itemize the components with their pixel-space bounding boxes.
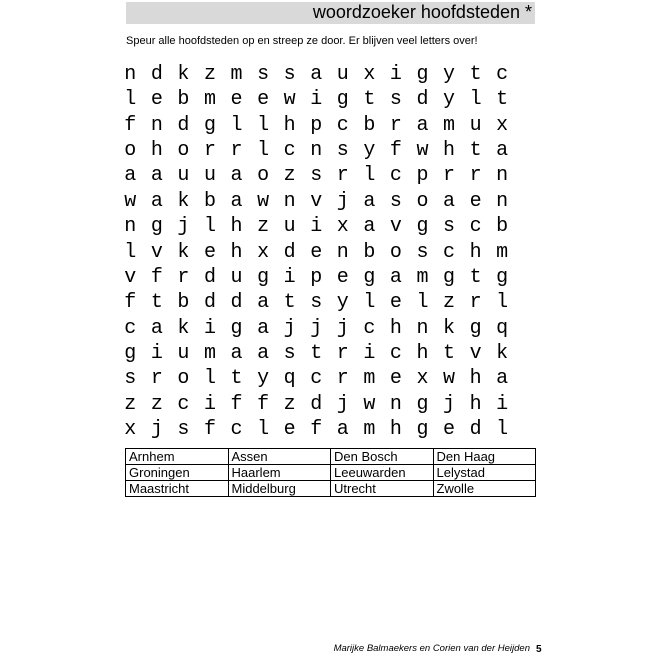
grid-letter[interactable]: t: [363, 88, 376, 112]
grid-letter[interactable]: h: [283, 113, 296, 137]
grid-letter[interactable]: a: [310, 63, 323, 86]
grid-letter[interactable]: v: [150, 240, 163, 264]
grid-letter[interactable]: l: [496, 291, 509, 315]
grid-letter[interactable]: x: [336, 215, 349, 239]
grid-letter[interactable]: y: [257, 367, 270, 391]
grid-letter[interactable]: m: [416, 265, 429, 289]
grid-letter[interactable]: m: [443, 113, 456, 137]
grid-letter[interactable]: l: [203, 367, 216, 391]
grid-letter[interactable]: h: [150, 139, 163, 163]
grid-letter[interactable]: j: [336, 316, 349, 340]
grid-letter[interactable]: f: [257, 392, 270, 416]
grid-letter[interactable]: w: [416, 139, 429, 163]
grid-letter[interactable]: d: [203, 265, 216, 289]
word-list-table: [125, 448, 536, 497]
word-list-item: Leeuwarden: [331, 465, 434, 481]
grid-letter[interactable]: u: [336, 63, 349, 86]
grid-letter[interactable]: d: [150, 63, 163, 86]
grid-letter[interactable]: z: [283, 164, 296, 188]
grid-letter[interactable]: s: [416, 240, 429, 264]
grid-letter[interactable]: e: [389, 291, 402, 315]
grid-letter[interactable]: i: [310, 88, 323, 112]
grid-letter[interactable]: q: [496, 316, 509, 340]
grid-letter[interactable]: p: [310, 265, 323, 289]
grid-letter[interactable]: a: [363, 189, 376, 213]
grid-letter[interactable]: g: [257, 265, 270, 289]
grid-letter[interactable]: m: [230, 63, 243, 86]
word-list-row: [126, 481, 536, 497]
grid-letter[interactable]: u: [177, 341, 190, 365]
grid-letter[interactable]: t: [310, 341, 323, 365]
word-list-row: [126, 465, 536, 481]
word-list-item: Arnhem: [126, 449, 229, 465]
grid-letter[interactable]: c: [389, 341, 402, 365]
word-list-item: Groningen: [126, 465, 229, 481]
grid-letter[interactable]: e: [336, 265, 349, 289]
grid-letter[interactable]: l: [416, 291, 429, 315]
grid-letter[interactable]: h: [469, 240, 482, 264]
grid-letter[interactable]: n: [389, 392, 402, 416]
grid-letter[interactable]: j: [150, 418, 163, 442]
grid-letter[interactable]: a: [150, 164, 163, 188]
grid-letter[interactable]: n: [283, 189, 296, 213]
grid-letter[interactable]: v: [389, 215, 402, 239]
grid-letter[interactable]: g: [124, 341, 137, 365]
grid-letter[interactable]: a: [389, 265, 402, 289]
grid-letter[interactable]: n: [124, 63, 137, 86]
grid-letter[interactable]: h: [469, 367, 482, 391]
grid-letter[interactable]: m: [203, 88, 216, 112]
grid-letter[interactable]: c: [443, 240, 456, 264]
grid-letter[interactable]: s: [124, 367, 137, 391]
grid-letter[interactable]: s: [336, 139, 349, 163]
grid-letter[interactable]: f: [203, 418, 216, 442]
grid-letter[interactable]: l: [203, 215, 216, 239]
grid-letter[interactable]: b: [363, 113, 376, 137]
grid-letter[interactable]: i: [203, 316, 216, 340]
grid-letter[interactable]: l: [496, 418, 509, 442]
grid-letter[interactable]: c: [283, 139, 296, 163]
grid-letter[interactable]: i: [389, 63, 402, 86]
grid-letter[interactable]: j: [310, 316, 323, 340]
grid-letter[interactable]: j: [283, 316, 296, 340]
grid-letter[interactable]: h: [230, 215, 243, 239]
grid-letter[interactable]: x: [124, 418, 137, 442]
grid-letter[interactable]: i: [203, 392, 216, 416]
grid-letter[interactable]: b: [363, 240, 376, 264]
grid-letter[interactable]: f: [230, 392, 243, 416]
grid-letter[interactable]: t: [150, 291, 163, 315]
grid-letter[interactable]: e: [257, 88, 270, 112]
word-list-item: Zwolle: [433, 481, 536, 497]
grid-letter[interactable]: q: [283, 367, 296, 391]
grid-letter[interactable]: o: [416, 189, 429, 213]
grid-letter[interactable]: r: [443, 164, 456, 188]
grid-letter[interactable]: j: [443, 392, 456, 416]
grid-letter[interactable]: w: [283, 88, 296, 112]
grid-letter[interactable]: k: [177, 189, 190, 213]
grid-letter[interactable]: a: [257, 316, 270, 340]
title-bar: [126, 2, 535, 24]
grid-letter[interactable]: s: [283, 63, 296, 86]
grid-letter[interactable]: t: [283, 291, 296, 315]
grid-letter[interactable]: w: [363, 392, 376, 416]
grid-letter[interactable]: l: [469, 88, 482, 112]
grid-letter[interactable]: c: [496, 63, 509, 86]
grid-letter[interactable]: l: [257, 113, 270, 137]
grid-letter[interactable]: t: [496, 88, 509, 112]
grid-letter[interactable]: a: [416, 113, 429, 137]
grid-letter[interactable]: w: [124, 189, 137, 213]
grid-letter[interactable]: k: [443, 316, 456, 340]
grid-letter[interactable]: e: [230, 88, 243, 112]
grid-letter[interactable]: z: [283, 392, 296, 416]
grid-letter[interactable]: u: [177, 164, 190, 188]
instruction-text: Speur alle hoofdsteden op en streep ze door. Er blijven veel letters over!: [126, 35, 478, 47]
grid-letter[interactable]: a: [230, 164, 243, 188]
grid-letter[interactable]: o: [124, 139, 137, 163]
grid-letter[interactable]: g: [496, 265, 509, 289]
footer-authors: Marijke Balmaekers en Corien van der Heijden: [333, 643, 530, 654]
word-list-row: [126, 449, 536, 465]
grid-letter[interactable]: m: [363, 367, 376, 391]
grid-letter[interactable]: v: [310, 189, 323, 213]
grid-letter[interactable]: n: [150, 113, 163, 137]
grid-letter[interactable]: d: [310, 392, 323, 416]
grid-letter[interactable]: r: [336, 341, 349, 365]
grid-letter[interactable]: a: [150, 189, 163, 213]
grid-letter[interactable]: n: [496, 189, 509, 213]
grid-letter[interactable]: a: [230, 189, 243, 213]
grid-letter[interactable]: x: [257, 240, 270, 264]
grid-letter[interactable]: r: [230, 139, 243, 163]
grid-letter[interactable]: z: [443, 291, 456, 315]
grid-letter[interactable]: d: [469, 418, 482, 442]
grid-letter[interactable]: r: [389, 113, 402, 137]
grid-letter[interactable]: k: [177, 240, 190, 264]
grid-letter[interactable]: v: [469, 341, 482, 365]
grid-letter[interactable]: i: [150, 341, 163, 365]
grid-letter[interactable]: o: [177, 139, 190, 163]
grid-letter[interactable]: a: [496, 367, 509, 391]
grid-letter[interactable]: t: [443, 341, 456, 365]
word-list-item: Den Haag: [433, 449, 536, 465]
grid-letter[interactable]: c: [469, 215, 482, 239]
grid-letter[interactable]: s: [177, 418, 190, 442]
grid-letter[interactable]: a: [150, 316, 163, 340]
word-list-item: Utrecht: [331, 481, 434, 497]
grid-letter[interactable]: c: [389, 164, 402, 188]
grid-letter[interactable]: g: [416, 215, 429, 239]
grid-letter[interactable]: z: [257, 215, 270, 239]
grid-letter[interactable]: v: [124, 265, 137, 289]
grid-letter[interactable]: n: [124, 215, 137, 239]
grid-letter[interactable]: f: [310, 418, 323, 442]
grid-letter[interactable]: g: [416, 392, 429, 416]
grid-letter[interactable]: a: [443, 189, 456, 213]
grid-letter[interactable]: t: [469, 63, 482, 86]
grid-letter[interactable]: r: [336, 367, 349, 391]
grid-letter[interactable]: i: [496, 392, 509, 416]
page-title: woordzoeker hoofdsteden *: [312, 2, 532, 22]
grid-letter[interactable]: t: [469, 265, 482, 289]
grid-letter[interactable]: b: [496, 215, 509, 239]
word-list-item: Maastricht: [126, 481, 229, 497]
grid-letter[interactable]: o: [389, 240, 402, 264]
grid-letter[interactable]: b: [203, 189, 216, 213]
grid-letter[interactable]: i: [310, 215, 323, 239]
grid-letter[interactable]: c: [363, 316, 376, 340]
grid-letter[interactable]: e: [310, 240, 323, 264]
grid-letter[interactable]: h: [443, 139, 456, 163]
grid-letter[interactable]: h: [389, 418, 402, 442]
grid-letter[interactable]: f: [124, 291, 137, 315]
grid-letter[interactable]: g: [230, 316, 243, 340]
grid-letter[interactable]: s: [443, 215, 456, 239]
grid-letter[interactable]: l: [363, 291, 376, 315]
grid-letter[interactable]: b: [177, 88, 190, 112]
grid-letter[interactable]: g: [336, 88, 349, 112]
grid-letter[interactable]: y: [363, 139, 376, 163]
grid-letter[interactable]: m: [496, 240, 509, 264]
grid-letter[interactable]: p: [416, 164, 429, 188]
grid-letter[interactable]: d: [203, 291, 216, 315]
grid-letter[interactable]: l: [124, 88, 137, 112]
grid-letter[interactable]: z: [124, 392, 137, 416]
grid-letter[interactable]: e: [469, 189, 482, 213]
grid-letter[interactable]: m: [203, 341, 216, 365]
grid-letter[interactable]: r: [150, 367, 163, 391]
grid-letter[interactable]: i: [363, 341, 376, 365]
grid-letter[interactable]: h: [469, 392, 482, 416]
grid-letter[interactable]: r: [469, 164, 482, 188]
grid-letter[interactable]: u: [203, 164, 216, 188]
grid-letter[interactable]: o: [257, 164, 270, 188]
grid-letter[interactable]: h: [389, 316, 402, 340]
grid-letter[interactable]: a: [124, 164, 137, 188]
grid-letter[interactable]: s: [389, 189, 402, 213]
grid-letter[interactable]: d: [230, 291, 243, 315]
grid-letter[interactable]: h: [416, 341, 429, 365]
grid-letter[interactable]: s: [310, 164, 323, 188]
grid-letter[interactable]: n: [416, 316, 429, 340]
grid-letter[interactable]: r: [177, 265, 190, 289]
grid-letter[interactable]: j: [177, 215, 190, 239]
grid-letter[interactable]: b: [177, 291, 190, 315]
grid-letter[interactable]: y: [336, 291, 349, 315]
word-list-item: Lelystad: [433, 465, 536, 481]
grid-letter[interactable]: c: [310, 367, 323, 391]
grid-letter[interactable]: y: [443, 63, 456, 86]
grid-letter[interactable]: s: [310, 291, 323, 315]
grid-letter[interactable]: o: [177, 367, 190, 391]
grid-letter[interactable]: g: [363, 265, 376, 289]
grid-letter[interactable]: r: [203, 139, 216, 163]
grid-letter[interactable]: x: [416, 367, 429, 391]
grid-letter[interactable]: a: [257, 291, 270, 315]
grid-letter[interactable]: n: [496, 164, 509, 188]
grid-letter[interactable]: e: [203, 240, 216, 264]
grid-letter[interactable]: e: [150, 88, 163, 112]
grid-letter[interactable]: f: [389, 139, 402, 163]
grid-letter[interactable]: l: [230, 113, 243, 137]
grid-letter[interactable]: g: [416, 63, 429, 86]
grid-letter[interactable]: j: [336, 189, 349, 213]
grid-letter[interactable]: t: [230, 367, 243, 391]
grid-letter[interactable]: d: [283, 240, 296, 264]
grid-letter[interactable]: u: [469, 113, 482, 137]
grid-letter[interactable]: s: [257, 63, 270, 86]
grid-letter[interactable]: x: [496, 113, 509, 137]
grid-letter[interactable]: k: [177, 316, 190, 340]
grid-letter[interactable]: d: [177, 113, 190, 137]
grid-letter[interactable]: n: [310, 139, 323, 163]
grid-letter[interactable]: l: [257, 139, 270, 163]
grid-letter[interactable]: z: [150, 392, 163, 416]
grid-letter[interactable]: e: [283, 418, 296, 442]
word-list-item: Haarlem: [228, 465, 331, 481]
grid-letter[interactable]: a: [363, 215, 376, 239]
grid-letter[interactable]: d: [416, 88, 429, 112]
grid-letter[interactable]: h: [230, 240, 243, 264]
grid-letter[interactable]: x: [363, 63, 376, 86]
grid-letter[interactable]: c: [124, 316, 137, 340]
grid-letter[interactable]: z: [203, 63, 216, 86]
grid-letter[interactable]: l: [257, 418, 270, 442]
grid-letter[interactable]: g: [416, 418, 429, 442]
grid-letter[interactable]: l: [363, 164, 376, 188]
grid-letter[interactable]: c: [230, 418, 243, 442]
grid-letter[interactable]: w: [257, 189, 270, 213]
grid-letter[interactable]: i: [283, 265, 296, 289]
grid-letter[interactable]: g: [443, 265, 456, 289]
grid-letter[interactable]: s: [389, 88, 402, 112]
grid-letter[interactable]: l: [124, 240, 137, 264]
grid-letter[interactable]: k: [177, 63, 190, 86]
word-list-item: Den Bosch: [331, 449, 434, 465]
grid-letter[interactable]: e: [389, 367, 402, 391]
grid-letter[interactable]: u: [283, 215, 296, 239]
grid-letter[interactable]: m: [363, 418, 376, 442]
grid-letter[interactable]: c: [177, 392, 190, 416]
grid-letter[interactable]: c: [336, 113, 349, 137]
grid-letter[interactable]: r: [469, 291, 482, 315]
grid-letter[interactable]: k: [496, 341, 509, 365]
grid-letter[interactable]: a: [230, 341, 243, 365]
grid-letter[interactable]: w: [443, 367, 456, 391]
grid-letter[interactable]: p: [310, 113, 323, 137]
grid-letter[interactable]: t: [469, 139, 482, 163]
grid-letter[interactable]: g: [469, 316, 482, 340]
grid-letter[interactable]: g: [203, 113, 216, 137]
grid-letter[interactable]: s: [283, 341, 296, 365]
grid-letter[interactable]: a: [496, 139, 509, 163]
letter-grid: [117, 62, 522, 442]
grid-letter[interactable]: e: [443, 418, 456, 442]
grid-letter[interactable]: n: [336, 240, 349, 264]
grid-letter[interactable]: g: [150, 215, 163, 239]
grid-letter[interactable]: y: [443, 88, 456, 112]
grid-letter[interactable]: f: [124, 113, 137, 137]
page-number: 5: [536, 644, 542, 655]
grid-letter[interactable]: f: [150, 265, 163, 289]
grid-letter[interactable]: a: [257, 341, 270, 365]
grid-letter[interactable]: a: [336, 418, 349, 442]
grid-letter[interactable]: u: [230, 265, 243, 289]
word-list-item: Assen: [228, 449, 331, 465]
grid-letter[interactable]: j: [336, 392, 349, 416]
word-list-item: Middelburg: [228, 481, 331, 497]
grid-letter[interactable]: r: [336, 164, 349, 188]
